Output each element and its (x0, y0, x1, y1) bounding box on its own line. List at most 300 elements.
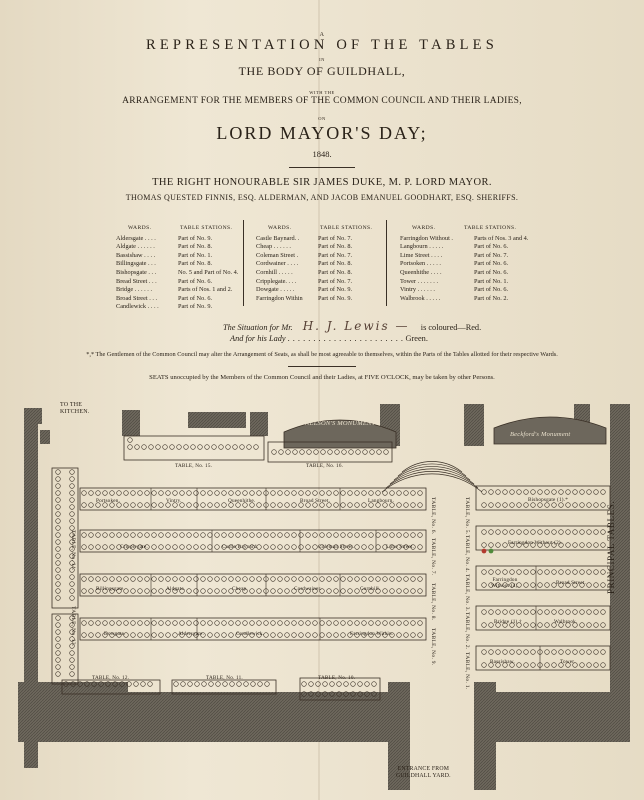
seat (278, 545, 283, 550)
seat (306, 533, 311, 538)
seat (348, 533, 353, 538)
seat (327, 633, 332, 638)
seat (334, 491, 339, 496)
seat (369, 577, 374, 582)
seat (418, 545, 423, 550)
ward-section-label: Langbourn. (368, 498, 395, 504)
seat (342, 450, 347, 455)
seat (496, 503, 501, 508)
seat (299, 621, 304, 626)
seat (195, 682, 200, 687)
seat (594, 503, 599, 508)
seat (418, 589, 423, 594)
seat (138, 503, 143, 508)
seat (215, 589, 220, 594)
seat (56, 658, 61, 663)
seat (327, 491, 332, 496)
seat (271, 545, 276, 550)
seat (96, 545, 101, 550)
seat (531, 583, 536, 588)
seat (56, 672, 61, 677)
seat (292, 621, 297, 626)
seat (545, 650, 550, 655)
ward-section-label: Coleman Street. (318, 544, 355, 550)
ward-name: Bread Street . . . (116, 277, 157, 285)
seat (222, 621, 227, 626)
seat (384, 450, 389, 455)
seat (285, 491, 290, 496)
seat (292, 633, 297, 638)
table-6-label: TABLE, No. 6. (430, 497, 436, 535)
seat (229, 621, 234, 626)
seat (524, 530, 529, 535)
table-2-label: TABLE, No. 2. (464, 612, 470, 650)
seat (601, 503, 606, 508)
seat (145, 577, 150, 582)
seat (152, 633, 157, 638)
seat (194, 577, 199, 582)
seat (313, 633, 318, 638)
ward-divider-2 (386, 220, 387, 306)
seat (299, 577, 304, 582)
seat (411, 633, 416, 638)
ward-station: Part of No. 8. (318, 268, 353, 276)
seat (370, 450, 375, 455)
seat (198, 445, 203, 450)
seat (292, 503, 297, 508)
seat (70, 491, 75, 496)
seat (355, 533, 360, 538)
seat (594, 623, 599, 628)
seat (545, 623, 550, 628)
ward-divider-1 (243, 220, 244, 306)
ward-station: Part of No. 6. (178, 277, 213, 285)
table-12-label: TABLE, No. 12. (92, 675, 130, 681)
seat (418, 533, 423, 538)
seat (293, 450, 298, 455)
ward-name: Aldersgate . . . . (116, 234, 156, 242)
seat (138, 589, 143, 594)
ward-station: Part of No. 6. (474, 260, 509, 268)
seat (517, 610, 522, 615)
seat (271, 621, 276, 626)
seat (566, 490, 571, 495)
ward-section-label: Billingsgate. (96, 586, 125, 592)
seat (390, 621, 395, 626)
seat (152, 621, 157, 626)
seat (145, 589, 150, 594)
seat (531, 503, 536, 508)
seat (358, 682, 363, 687)
seat (531, 490, 536, 495)
seat (404, 589, 409, 594)
seat (145, 533, 150, 538)
subtitle: THE BODY OF GUILDHALL, (238, 64, 406, 78)
seat (362, 491, 367, 496)
table-3-label: TABLE, No. 3. (464, 574, 470, 612)
seat (222, 533, 227, 538)
seat (148, 682, 153, 687)
seat (134, 682, 139, 687)
seat (202, 682, 207, 687)
seat (559, 490, 564, 495)
ward-row (116, 286, 240, 295)
seat (138, 621, 143, 626)
seat (173, 621, 178, 626)
green-seat-marker (489, 549, 494, 554)
seat (517, 570, 522, 575)
seat (194, 503, 199, 508)
seat (545, 570, 550, 575)
seat (96, 577, 101, 582)
seat (321, 450, 326, 455)
seat (376, 533, 381, 538)
seat (96, 621, 101, 626)
ward-station: Part of No. 8. (178, 243, 213, 251)
situation-mr (223, 319, 481, 333)
seat (334, 633, 339, 638)
seat (362, 545, 367, 550)
seat (580, 623, 585, 628)
seat (194, 589, 199, 594)
seat (70, 658, 75, 663)
ward-row (116, 252, 240, 261)
table-13-label: TABLE, No. 13. (70, 606, 76, 647)
ward-row (256, 260, 380, 269)
seat (559, 530, 564, 535)
seat (159, 589, 164, 594)
seat (138, 577, 143, 582)
seat (244, 682, 249, 687)
seat (70, 672, 75, 677)
sheriffs-line: THOMAS QUESTED FINNIS, ESQ. ALDERMAN, AND JACOB EMANUEL GOODHART, ESQ. SHERIFFS. (125, 193, 519, 202)
ward-column-2 (256, 224, 380, 303)
seat (56, 498, 61, 503)
seat (271, 533, 276, 538)
ward-name: Aldgate . . . . . . (116, 243, 155, 251)
seat (376, 621, 381, 626)
seat (594, 663, 599, 668)
table-8-label: TABLE, No. 8. (430, 583, 436, 621)
seat (215, 621, 220, 626)
seat (56, 644, 61, 649)
seat (180, 533, 185, 538)
lord-mayor-line: THE RIGHT HONOURABLE SIR JAMES DUKE, M. P. LORD MAYOR. (152, 177, 492, 188)
ward-station: Part of No. 6. (178, 294, 213, 302)
seat (411, 503, 416, 508)
seat (489, 503, 494, 508)
seat (313, 621, 318, 626)
seat (208, 545, 213, 550)
ward-station: No. 5 and Part of No. 4. (178, 268, 239, 276)
ward-row (400, 252, 550, 261)
seat (243, 577, 248, 582)
seat (208, 621, 213, 626)
seat (257, 589, 262, 594)
seat (299, 545, 304, 550)
seat (538, 490, 543, 495)
seat (320, 533, 325, 538)
seat (580, 503, 585, 508)
seat (489, 490, 494, 495)
seat (573, 530, 578, 535)
seat (362, 503, 367, 508)
seat (601, 490, 606, 495)
ward-row (256, 295, 380, 304)
ward-column-3 (400, 224, 550, 303)
seat (184, 445, 189, 450)
seat (517, 650, 522, 655)
handwritten-name: H. J. Lewis — (302, 319, 410, 333)
seat (222, 491, 227, 496)
ward-station: Parts of Nos. 1 and 2. (178, 286, 233, 294)
ward-section-label: Queenhithe. (228, 498, 256, 504)
seat (496, 490, 501, 495)
seat (159, 621, 164, 626)
seat (271, 589, 276, 594)
seat (208, 633, 213, 638)
seat (70, 498, 75, 503)
seat (292, 533, 297, 538)
seat (110, 545, 115, 550)
seat (173, 577, 178, 582)
ward-station: Part of No. 6. (474, 268, 509, 276)
seat (355, 589, 360, 594)
seat (237, 682, 242, 687)
seat (70, 665, 75, 670)
ward-section-label: Broad Street. (300, 498, 330, 504)
ward-station: Part of No. 7. (474, 251, 509, 259)
seat (131, 577, 136, 582)
seat (187, 503, 192, 508)
seat (503, 543, 508, 548)
seat (236, 491, 241, 496)
ward-row (400, 286, 550, 295)
seat (510, 490, 515, 495)
seat (131, 633, 136, 638)
seat (482, 530, 487, 535)
seat (363, 450, 368, 455)
seat (264, 633, 269, 638)
seat (376, 577, 381, 582)
ward-column-header (256, 224, 380, 233)
seat (538, 583, 543, 588)
situation-mr-colour: is coloured—Red. (420, 323, 482, 332)
seat (56, 651, 61, 656)
ward-name: Farringdon Without . (400, 234, 453, 242)
seat (601, 530, 606, 535)
seat (56, 623, 61, 628)
seat (411, 577, 416, 582)
seat (503, 650, 508, 655)
seat (559, 503, 564, 508)
year: 1848. (312, 149, 332, 159)
seat (82, 491, 87, 496)
seat (383, 533, 388, 538)
seat (334, 503, 339, 508)
seat (285, 577, 290, 582)
seat (531, 530, 536, 535)
r5-label: Bishopsgate (1).* (528, 497, 568, 503)
seat (334, 577, 339, 582)
seat (236, 577, 241, 582)
seat (229, 577, 234, 582)
seat (166, 633, 171, 638)
seat (292, 577, 297, 582)
seat (397, 577, 402, 582)
seat (229, 533, 234, 538)
seat (96, 633, 101, 638)
seat (390, 533, 395, 538)
seat (56, 561, 61, 566)
seat (166, 533, 171, 538)
r3b-label: Broad Street. (556, 580, 586, 586)
ward-section-label: Castle Baynard. (222, 544, 259, 550)
seat (215, 503, 220, 508)
seat (587, 583, 592, 588)
ward-column-1 (116, 224, 240, 312)
seat (538, 530, 543, 535)
ward-row (256, 278, 380, 287)
table-11-label: TABLE, No. 11. (206, 675, 243, 681)
seat (233, 445, 238, 450)
seat (349, 450, 354, 455)
seat (594, 530, 599, 535)
ward-row (400, 243, 550, 252)
seat (538, 570, 543, 575)
seat (70, 470, 75, 475)
ward-section-label: Vintry. (166, 498, 182, 504)
seat (377, 450, 382, 455)
seat (390, 577, 395, 582)
seat (226, 445, 231, 450)
seat (89, 503, 94, 508)
ward-section-label: Aldgate. (166, 586, 186, 592)
wards-heading: WARDS. (412, 225, 436, 231)
seat (70, 519, 75, 524)
seat (559, 650, 564, 655)
seat (229, 633, 234, 638)
seat (187, 533, 192, 538)
seat (397, 589, 402, 594)
seat (159, 545, 164, 550)
table-5-label: TABLE, No. 5. (464, 497, 470, 535)
seat (397, 621, 402, 626)
seat (397, 503, 402, 508)
ward-row (116, 278, 240, 287)
seat (124, 491, 129, 496)
seat (110, 533, 115, 538)
seat (194, 491, 199, 496)
seat (587, 650, 592, 655)
seat (271, 491, 276, 496)
seat (56, 630, 61, 635)
seat (222, 633, 227, 638)
seat (404, 577, 409, 582)
seat (103, 533, 108, 538)
seat (320, 633, 325, 638)
seat (124, 503, 129, 508)
seat (351, 682, 356, 687)
ward-station: Part of No. 7. (318, 277, 353, 285)
seat (180, 491, 185, 496)
seat (56, 512, 61, 517)
seat (279, 450, 284, 455)
seat (559, 610, 564, 615)
seat (56, 540, 61, 545)
seat (489, 570, 494, 575)
seat (145, 491, 150, 496)
seat (573, 543, 578, 548)
seat (142, 445, 147, 450)
seat (219, 445, 224, 450)
seat (482, 570, 487, 575)
seat (369, 621, 374, 626)
seat (587, 570, 592, 575)
seat (152, 545, 157, 550)
seat (313, 491, 318, 496)
seat (187, 621, 192, 626)
seat (56, 596, 61, 601)
ward-row (400, 269, 550, 278)
seat (187, 491, 192, 496)
seat (173, 491, 178, 496)
seat (152, 503, 157, 508)
red-seat-marker (482, 549, 487, 554)
seat (271, 577, 276, 582)
seat (587, 503, 592, 508)
seat (180, 577, 185, 582)
seat (201, 577, 206, 582)
seat (138, 633, 143, 638)
ward-station: Part of No. 2. (474, 294, 509, 302)
seat (131, 503, 136, 508)
seat (587, 530, 592, 535)
seat (124, 533, 129, 538)
seat (215, 491, 220, 496)
seat (89, 545, 94, 550)
nelson-label: NELSON'S MONUMENT (305, 420, 376, 427)
seat (257, 533, 262, 538)
stations-heading: TABLE STATIONS. (320, 225, 373, 231)
seat (89, 589, 94, 594)
ward-name: Vintry . . . . . . (400, 286, 435, 294)
seat (404, 503, 409, 508)
ward-station: Part of No. 6. (474, 243, 509, 251)
seat (341, 491, 346, 496)
seat (482, 490, 487, 495)
council-note: *,* The Gentlemen of the Common Council may alter the Arrangement of Seats, as shall be most agreeable to themselves, within the Parts of the Tables allotted for their respective Wards. (86, 351, 558, 358)
seat (587, 610, 592, 615)
seat (341, 503, 346, 508)
table-1-label: TABLE, No. 1. (464, 652, 470, 690)
seat (503, 503, 508, 508)
seat (278, 621, 283, 626)
seat (306, 621, 311, 626)
seat (70, 589, 75, 594)
seat (208, 589, 213, 594)
seat (362, 577, 367, 582)
seat (496, 543, 501, 548)
seat (131, 621, 136, 626)
ward-station: Part of No. 1. (474, 277, 509, 285)
seat (243, 533, 248, 538)
seat (250, 589, 255, 594)
seat (89, 621, 94, 626)
seat (390, 589, 395, 594)
seat (328, 450, 333, 455)
seat (208, 503, 213, 508)
